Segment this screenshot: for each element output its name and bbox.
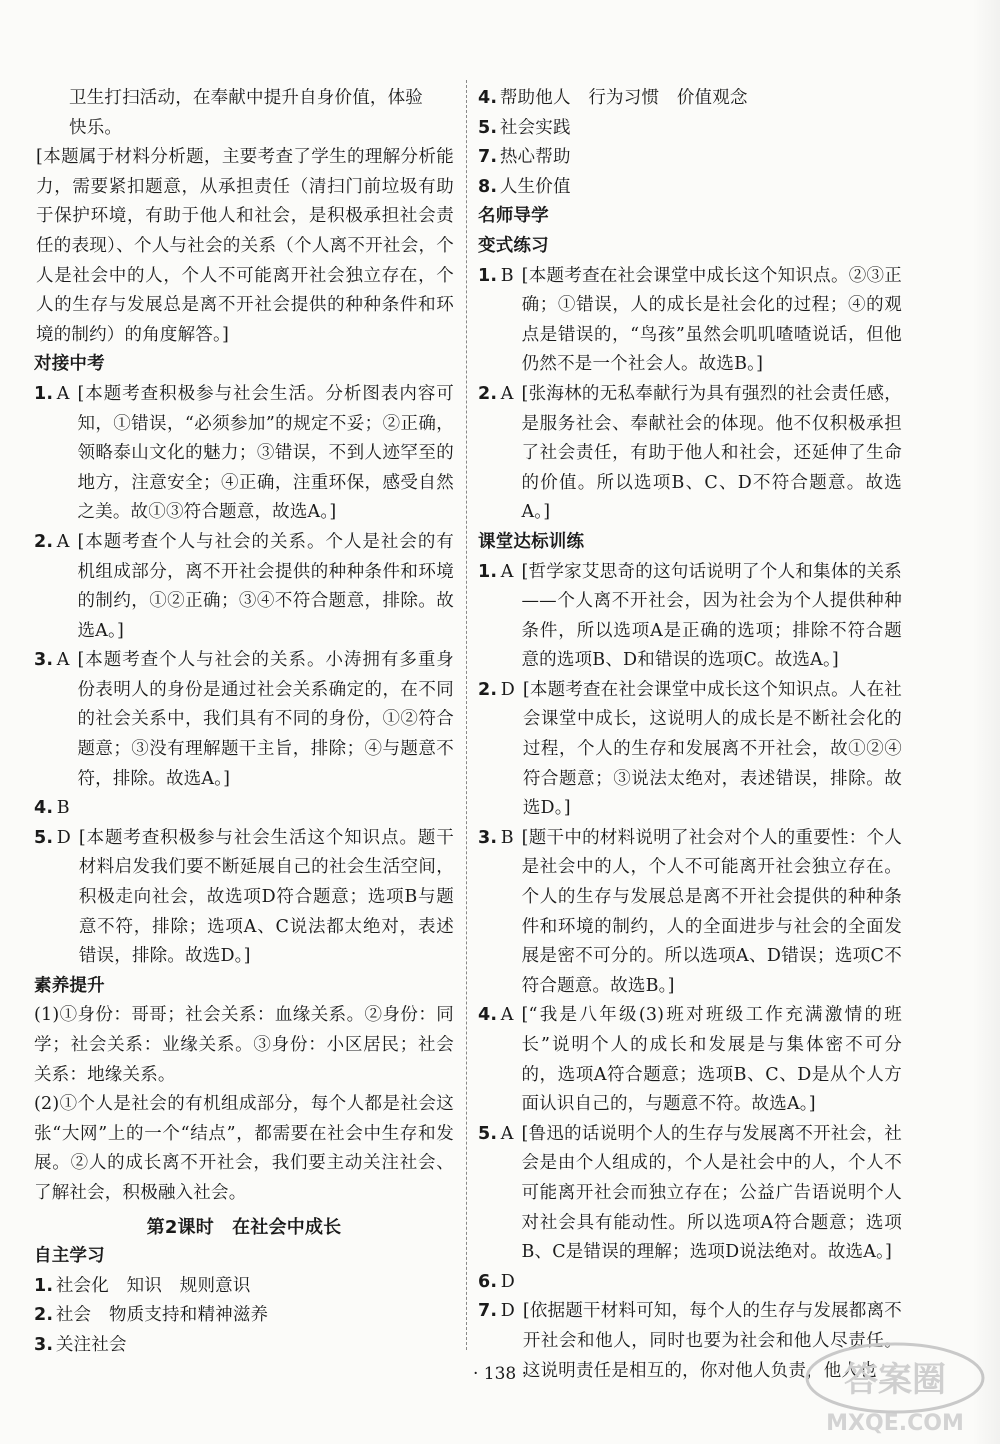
item-answer: A [500,1123,514,1144]
answer-item [34,380,454,528]
left-top-line-1: 卫生打扫活动，在奉献中提升自身价值，体验 [69,88,423,108]
item-number: 2. [478,383,498,404]
item-text: [“我是八年级(3)班对班级工作充满激情的班长”说明个人的成长和发展是与集体密不可分的，选项A符合题意；选项B、C、D是从个人方面认识自己的，与题意不符。故选A。] [521,1005,902,1115]
item-number: 7. [478,1301,498,1322]
item-number: 1. [34,383,54,404]
item-answer: A [56,531,70,552]
answer-item [478,1120,902,1268]
item-text: 社会 物质支持和精神滋养 [55,1305,269,1326]
item-answer: D [500,679,515,700]
item-text: [本题考查积极参与社会生活这个知识点。题干材料启发我们要不断延展自己的社会生活空间，积极走向社会，故选项D符合题意；选项B与题意不符，排除；选项A、C说法都太绝对，表述错误，排除。故选D。] [78,827,454,967]
item-number: 5. [478,117,498,138]
item-text: [依据题干材料可知，每个人的生存与发展都离不开社会和他人，同时也要为社会和他人尽责任。这说明责任是相互的，你对他人负责，他人也 [522,1301,902,1381]
item-answer: D [500,1301,515,1322]
left-top-line-2: 快乐。 [69,117,123,138]
answer-item [478,173,902,203]
answer-item [478,143,902,173]
item-number: 6. [478,1271,498,1292]
item-answer: B [500,827,514,848]
item-number: 4. [478,1005,498,1026]
watermark-logo-icon [800,1336,990,1436]
right-column [478,84,902,1386]
section-title-duijie-zhongkao: 对接中考 [34,354,105,375]
item-text: 社会实践 [499,117,571,138]
item-number: 5. [34,827,54,848]
item-text: 关注社会 [55,1334,127,1355]
item-number: 2. [478,679,498,700]
item-text: [本题考查在社会课堂中成长这个知识点。人在社会课堂中成长，这说明人的成长是不断社会化的过程，个人的生存和发展离不开社会，故①②④符合题意；③说法太绝对，表述错误，排除。故选D。] [522,679,902,819]
item-text: [本题考查积极参与社会生活。分析图表内容可知，①错误，“必须参加”的规定不妥；②正确，领略泰山文化的魅力；③错误，不到人迹罕至的地方，注意安全；④正确，注重环保，感受自然之美。故①③符合题意，故选A。] [77,383,454,523]
item-number: 1. [478,561,498,582]
item-number: 1. [34,1275,54,1296]
item-number: 2. [34,1305,54,1326]
suyang-para-2: (2)①个人是社会的有机组成部分，每个人都是社会这张“大网”上的一个“结点”，都需要在社会中生存和发展。②人的成长离不开社会，我们要主动关注社会、了解社会，积极融入社会。 [34,1094,454,1203]
scan-edge-shadow [972,0,1000,1444]
item-text: [张海林的无私奉献行为具有强烈的社会责任感，是服务社会、奉献社会的体现。他不仅积极承担了社会责任，有助于他人和社会，还延伸了生命的价值。所以选项B、C、D不符合题意。故选A。] [521,383,902,523]
answer-item [478,114,902,144]
item-number: 8. [478,176,498,197]
item-text: 社会化 知识 规则意识 [55,1275,251,1296]
item-number: 3. [478,827,498,848]
answer-item [34,824,454,972]
answer-item [34,1331,454,1361]
right-section3-list [478,558,902,1387]
watermark-line1: 答案圈 [844,1360,946,1400]
lesson-title: 第2课时 在社会中成长 [146,1216,342,1238]
item-answer: D [56,827,71,848]
answer-item [34,646,454,794]
answer-item [478,824,902,1002]
suyang-para-1: (1)①身份：哥哥；社会关系：血缘关系。②身份：同学；社会关系：业缘关系。③身份：小区居民；社会关系：地缘关系。 [34,1005,454,1085]
answer-item [478,676,902,824]
section-title-bianshi-lianxi: 变式练习 [478,235,549,256]
item-number: 3. [34,650,54,671]
item-answer: B [56,798,70,819]
item-number: 5. [478,1123,498,1144]
item-answer: D [500,1271,515,1292]
item-answer: B [500,265,514,286]
item-number: 2. [34,531,54,552]
answer-item [34,1272,454,1302]
item-text [78,794,454,824]
item-text: [本题考查个人与社会的关系。个人是社会的有机组成部分，离不开社会提供的种种条件和环境的制约，①②正确；③④不符合题意，排除。故选A。] [77,531,454,641]
left-section1-list [34,380,454,972]
item-text: [哲学家艾思奇的这句话说明了个人和集体的关系——个人离不开社会，因为社会为个人提供种种条件，所以选项A是正确的选项；排除不符合题意的选项B、D和错误的选项C。故选A。] [521,561,902,671]
answer-item [478,262,902,380]
answer-item [34,1301,454,1331]
section-title-zizhu-xuexi: 自主学习 [34,1246,105,1267]
watermark-line2: MXQE.COM [826,1411,964,1436]
answer-item [34,528,454,646]
item-number: 3. [34,1334,54,1355]
answer-item [478,1001,902,1119]
section-title-ketang-dabiao: 课堂达标训练 [478,531,585,552]
item-text: [鲁迅的话说明个人的生存与发展离不开社会，社会是由个人组成的，个人是社会中的人，个人不可能离开社会而独立存在；公益广告语说明个人对社会具有能动性。所以选项A符合题意；选项B、C是错误的理解；选项D说法绝对。故选A。] [521,1123,902,1263]
answer-item [34,794,454,824]
item-answer: A [500,1005,514,1026]
item-text: 人生价值 [499,176,571,197]
answer-item [478,558,902,676]
item-text: [题干中的材料说明了社会对个人的重要性：个人是社会中的人，个人不可能离开社会独立存在。个人的生存与发展总是离不开社会提供的种种条件和环境的制约，人的全面进步与社会的全面发展是密不可分的。所以选项A、D错误；选项C不符合题意。故选B。] [521,827,902,996]
left-column [34,84,454,1361]
item-text [523,1268,902,1298]
item-text: 帮助他人 行为习惯 价值观念 [499,88,748,108]
section-title-suyang-tisheng: 素养提升 [34,975,105,996]
item-answer: A [500,383,514,404]
section-title-mingshi-daoxue: 名师导学 [478,206,549,227]
item-number: 4. [478,88,498,108]
answer-item [478,1268,902,1298]
item-number: 1. [478,265,498,286]
item-answer: A [56,383,70,404]
answer-item [478,84,902,114]
item-text: [本题考查在社会课堂中成长这个知识点。②③正确；①错误，人的成长是社会化的过程；④的观点是错误的，“鸟孩”虽然会叽叽喳喳说话，但他仍然不是一个社会人。故选B。] [521,265,902,375]
right-top-list [478,84,902,202]
item-answer: A [500,561,514,582]
page-number: · 138 · [472,1364,528,1384]
column-divider [466,80,467,1350]
item-number: 4. [34,798,54,819]
item-answer: A [56,650,70,671]
item-text: 热心帮助 [499,147,571,168]
right-section2-list [478,262,902,528]
item-text: [本题考查个人与社会的关系。小涛拥有多重身份表明人的身份是通过社会关系确定的，在不同的社会关系中，我们具有不同的身份，①②符合题意；③没有理解题干主旨，排除；④与题意不符，排除。故选A。] [77,650,454,789]
answer-item [478,380,902,528]
left-section3-list [34,1272,454,1361]
item-number: 7. [478,147,498,168]
left-top-note: [本题属于材料分析题，主要考查了学生的理解分析能力，需要紧扣题意，从承担责任（清扫门前垃圾有助于保护环境，有助于他人和社会，是积极承担社会责任的表现）、个人与社会的关系（个人离不开社会，个人是社会中的人，个人不可能离开社会独立存在，个人的生存与发展总是离不开社会提供的种种条件和环境的制约）的角度解答。] [36,147,454,345]
